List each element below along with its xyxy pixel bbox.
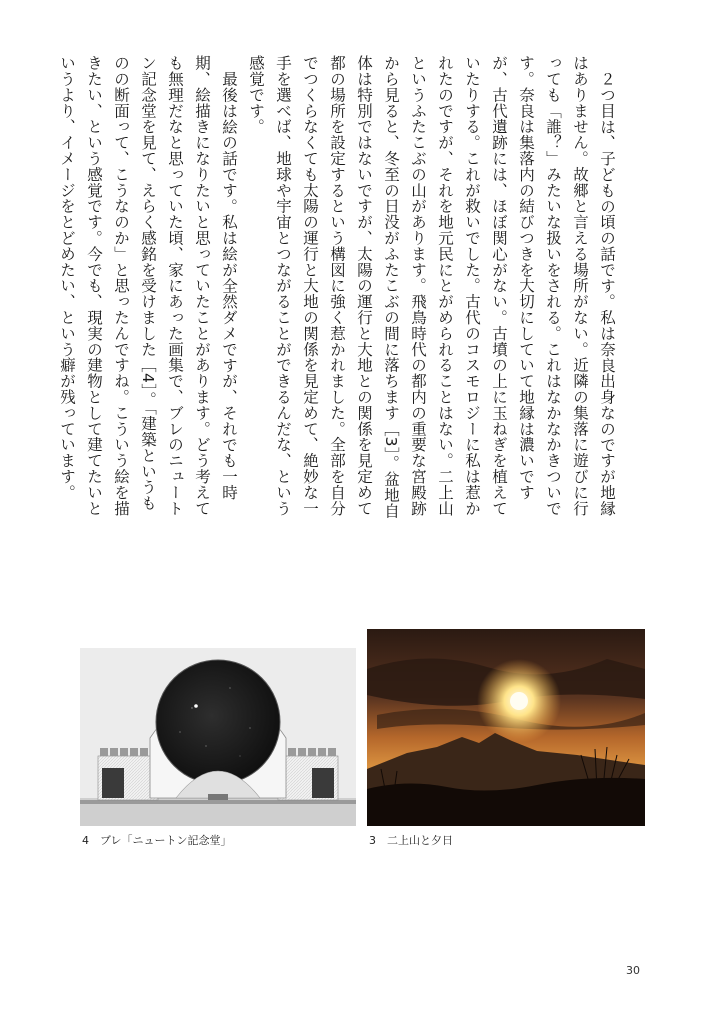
body-text: [58, 55, 620, 525]
sunset-photo: [367, 629, 645, 826]
newton-cenotaph-caption: 4 ブレ「ニュートン記念堂」: [82, 834, 232, 847]
newton-cenotaph-figure: [80, 648, 356, 826]
page-number: 30: [626, 964, 640, 977]
paragraph-painting: 最後は絵の話です。私は絵が全然ダメですが、それでも一時期、絵描きになりたいと思っていたことがあります。どう考えても無理だなと思っていた頃、家にあった画集で、ブレのニュートン記念堂を見て、えらく感銘を受けました［4］。「建築というものの断面って、こうなのか」と思ったんですね。こういう絵を描きたい、という感覚です。今でも、現実の建物として建てたいというより、イメージをとどめたい、という癖が残っています。: [58, 55, 238, 517]
newton-cenotaph-drawing: [80, 648, 356, 826]
sunset-photo-caption: 3 二上山と夕日: [369, 834, 453, 847]
sunset-photo-figure: [367, 629, 645, 826]
paragraph-childhood: ２つ目は、子どもの頃の話です。私は奈良出身なのですが地縁はありません。故郷と言える場所がない。近隣の集落に遊びに行っても「誰？」みたいな扱いをされる。これはなかなかきついです。奈良は集落内の結びつきを大切にしていて地縁は濃いですが、古代遺跡には、ほぼ関心がない。古墳の上に玉ねぎを植えていたりする。これが救いでした。古代のコスモロジーに私は惹かれたのですが、それを地元民にとがめられることはない。二上山というふたこぶの山があります。飛鳥時代の都内の重要な宮殿跡から見ると、冬至の日没がふたこぶの間に落ちます［3］。盆地自体は特別ではないですが、太陽の運行と大地との関係を見定めて都の場所を設定するという構図に強く惹かれました。全部を自分でつくらなくても太陽の運行と大地の関係を見定めて、絶妙な一手を選べば、地球や宇宙とつながることができるんだな、という感覚です。: [247, 55, 616, 519]
